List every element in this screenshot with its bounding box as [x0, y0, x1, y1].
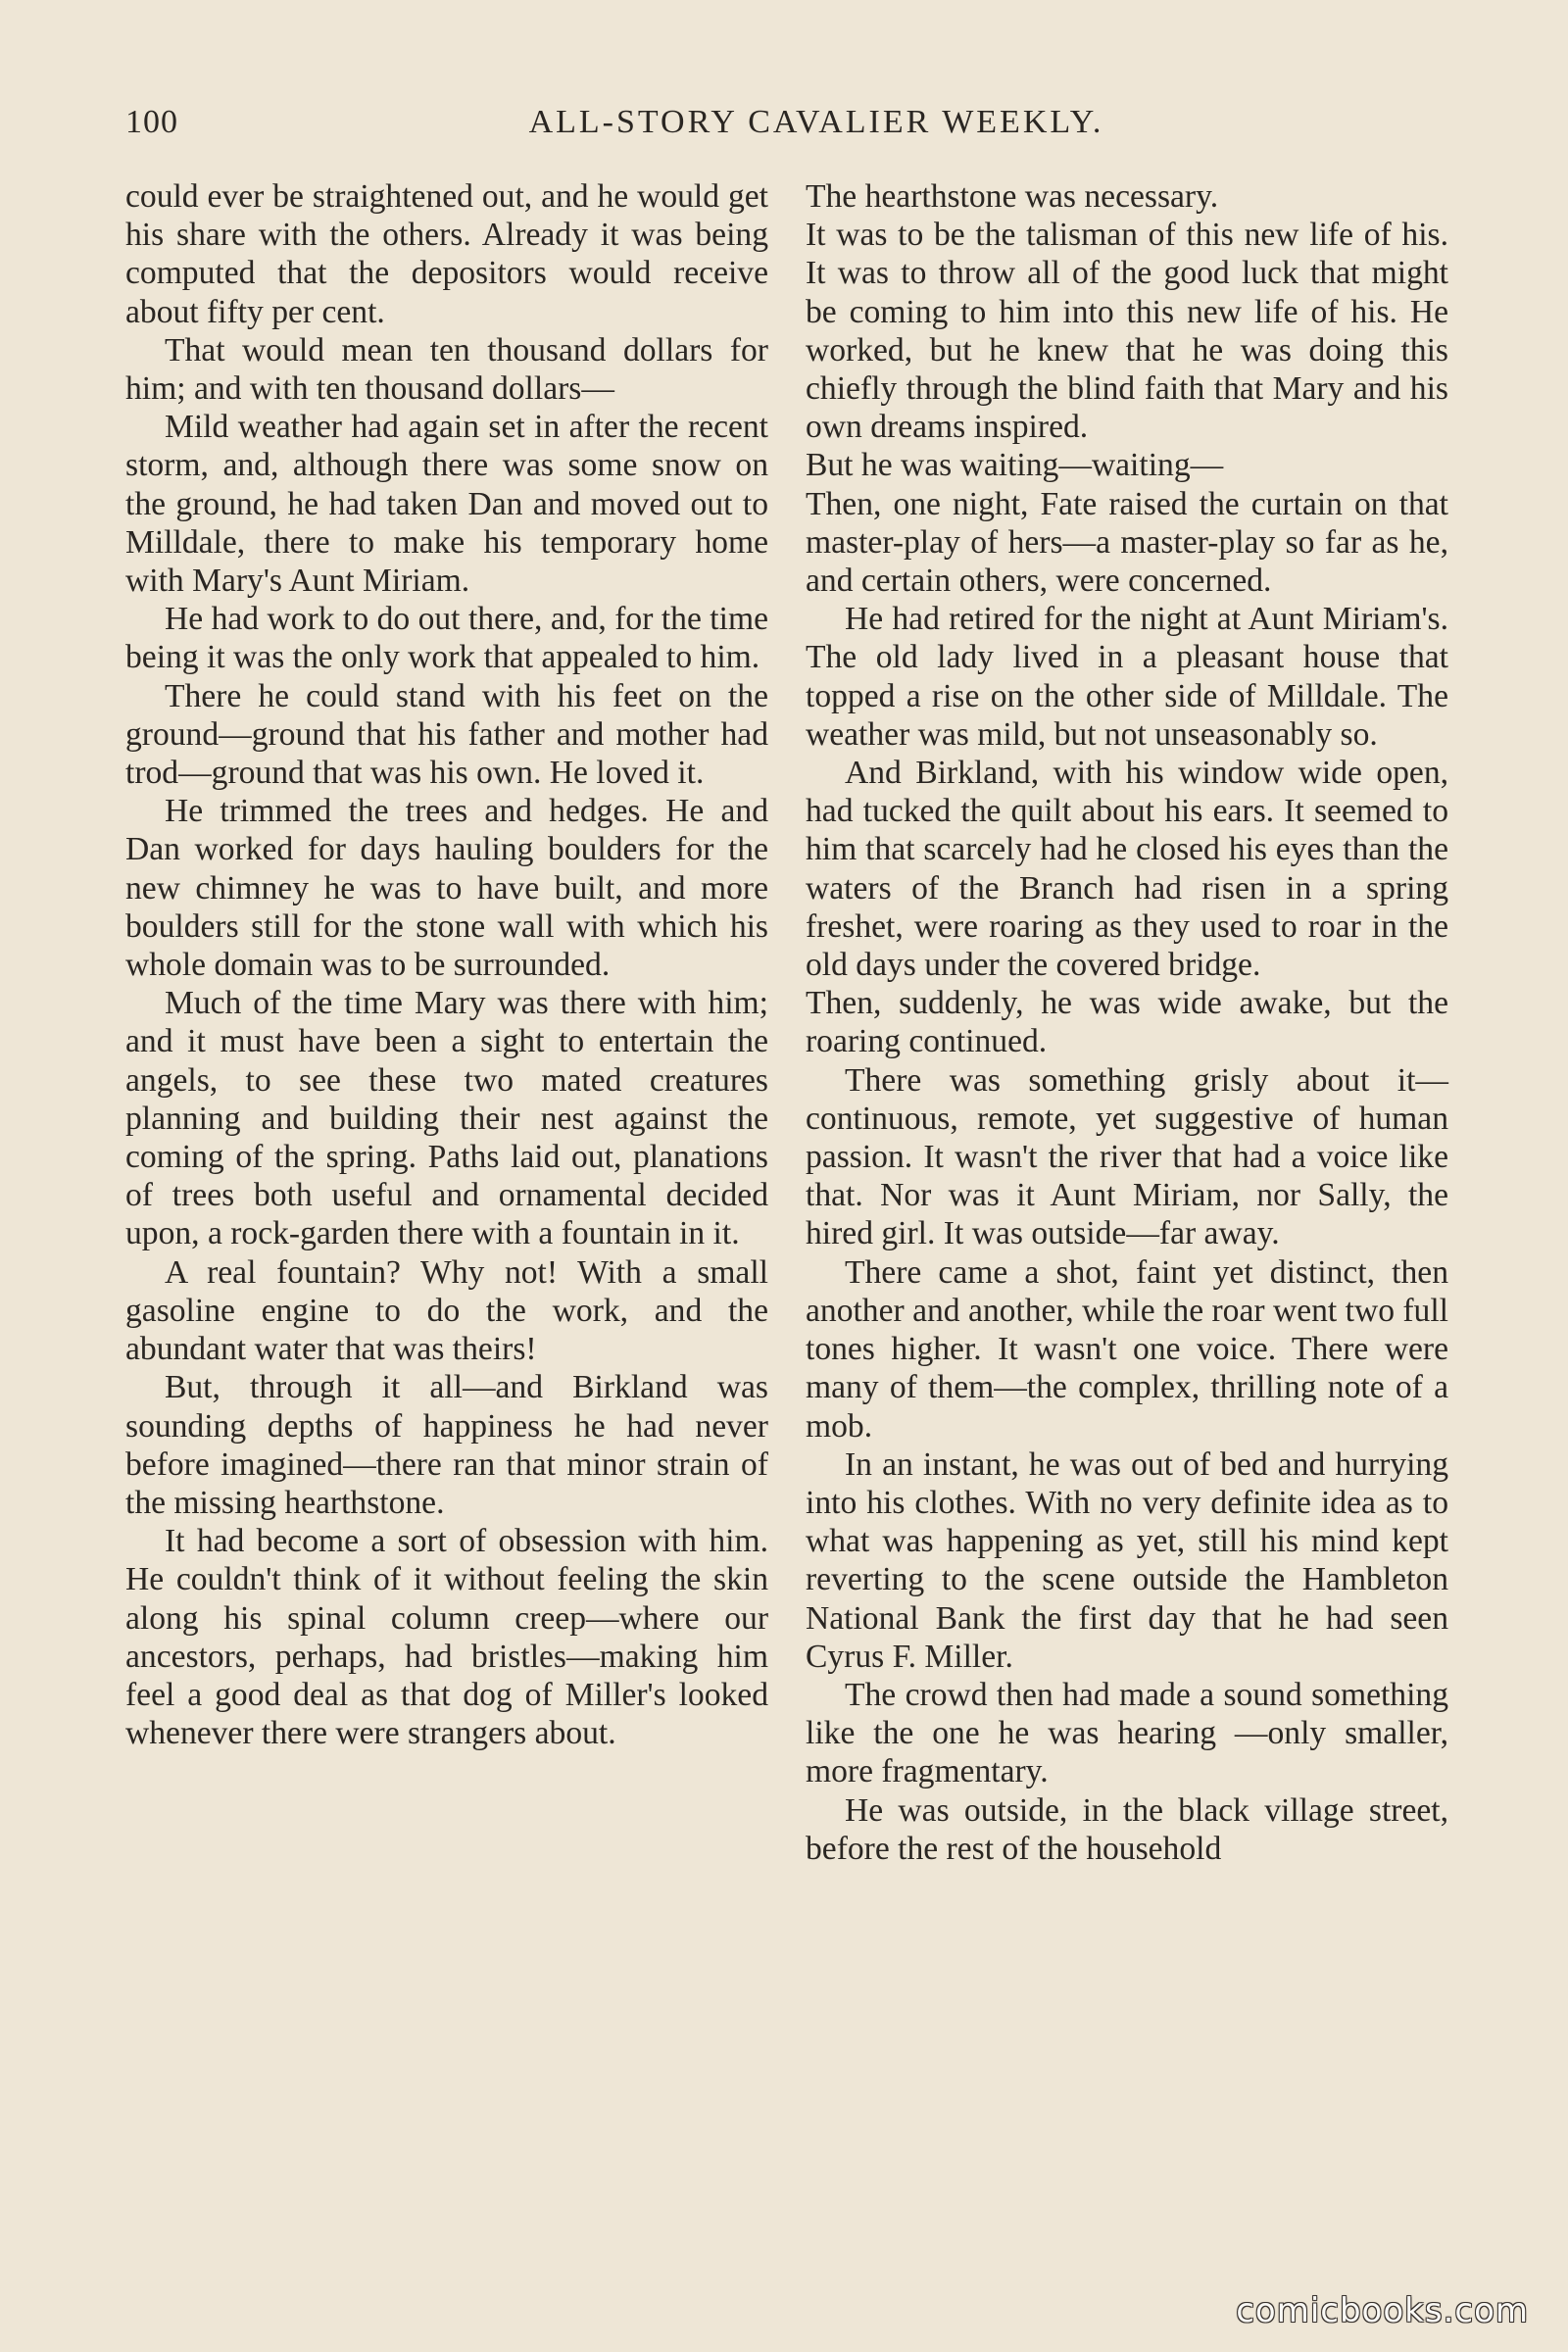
paragraph: That would mean ten thousand dollars for him; and with ten thousand dollars—: [125, 331, 768, 408]
paragraph: He had retired for the night at Aunt Miriam's. The old lady lived in a pleasant house that topped a rise on the other side of Milldale. The weather was mild, but not unseasonably so.: [806, 601, 1448, 753]
watermark: comicbooks.com: [1236, 2291, 1529, 2330]
paragraph: He was outside, in the black village street, before the rest of the household: [806, 1791, 1448, 1867]
paragraph: There he could stand with his feet on the ground—ground that his father and mother had trod—ground that was his own. He loved it.: [125, 677, 768, 792]
paragraph: And Birkland, with his window wide open, had tucked the quilt about his ears. It seemed to him that scarcely had he closed his eyes than the waters of the Branch had risen in a spring freshet, were roaring as they used to roar in the old days under the covered bridge.: [806, 755, 1448, 984]
paragraph: Mild weather had again set in after the recent storm, and, although there was some snow on the ground, he had taken Dan and moved out to Milldale, there to make his temporary home with Mary's Aunt Miriam.: [125, 409, 768, 600]
paragraph: Much of the time Mary was there with him; and it must have been a sight to entertain the angels, to see these two mated creatures planning and building their nest against the coming of the spring. Paths laid out, planations of trees both useful and ornamental decided upon, a rock-garden there with a fountain in it.: [125, 985, 768, 1252]
paragraph: It was to be the talisman of this new life of his. It was to throw all of the good luck that might be coming to him into this new life of his. He worked, but he knew that he was doing this chiefly through the blind faith that Mary and his own dreams inspired.: [806, 217, 1448, 446]
left-text-column: [125, 177, 768, 1752]
paragraph: He had work to do out there, and, for the time being it was the only work that appealed to him.: [125, 601, 768, 676]
paragraph: Then, one night, Fate raised the curtain on that master-play of hers—a master-play so far as he, and certain others, were concerned.: [806, 485, 1448, 600]
running-title: ALL-STORY CAVALIER WEEKLY.: [528, 104, 1104, 140]
page-header: [125, 104, 1448, 163]
paragraph: Then, suddenly, he was wide awake, but the roaring continued.: [806, 985, 1448, 1060]
paragraph: The crowd then had made a sound something like the one he was hearing —only smaller, more fragmentary.: [806, 1676, 1448, 1790]
paragraph: In an instant, he was out of bed and hurrying into his clothes. With no very definite idea as to what was happening as yet, still his mind kept reverting to the scene outside the Hambleton National Bank the first day that he had seen Cyrus F. Miller.: [806, 1446, 1448, 1675]
page-number: 100: [125, 104, 178, 140]
paragraph: There came a shot, faint yet distinct, then another and another, while the roar went two full tones higher. It wasn't one voice. There were many of them—the complex, thrilling note of a mob.: [806, 1253, 1449, 1445]
paragraph: He trimmed the trees and hedges. He and Dan worked for days hauling boulders for the new chimney he was to have built, and more boulders still for the stone wall with which his whole domain was to be surrounded.: [125, 793, 768, 984]
paragraph: But he was waiting—waiting—: [806, 447, 1224, 484]
paragraph: It had become a sort of obsession with him. He couldn't think of it without feeling the skin along his spinal column creep—where our ancestors, perhaps, had bristles—making him feel a good deal as that dog of Miller's looked whenever there were strangers about.: [125, 1523, 768, 1752]
paragraph: But, through it all—and Birkland was sounding depths of happiness he had never before imagined—there ran that minor strain of the missing hearthstone.: [125, 1369, 768, 1521]
paragraph: The hearthstone was necessary.: [806, 178, 1219, 215]
paragraph: There was something grisly about it—continuous, remote, yet suggestive of human passion. It wasn't the river that had a voice like that. Nor was it Aunt Miriam, nor Sally, the hired girl. It was outside—far away.: [806, 1061, 1448, 1252]
paragraph: could ever be straightened out, and he would get his share with the others. Already it was being computed that the depositors would receive about fifty per cent.: [125, 178, 768, 330]
right-text-column: [806, 177, 1448, 1868]
paragraph: A real fountain? Why not! With a small gasoline engine to do the work, and the abundant water that was theirs!: [125, 1253, 768, 1368]
